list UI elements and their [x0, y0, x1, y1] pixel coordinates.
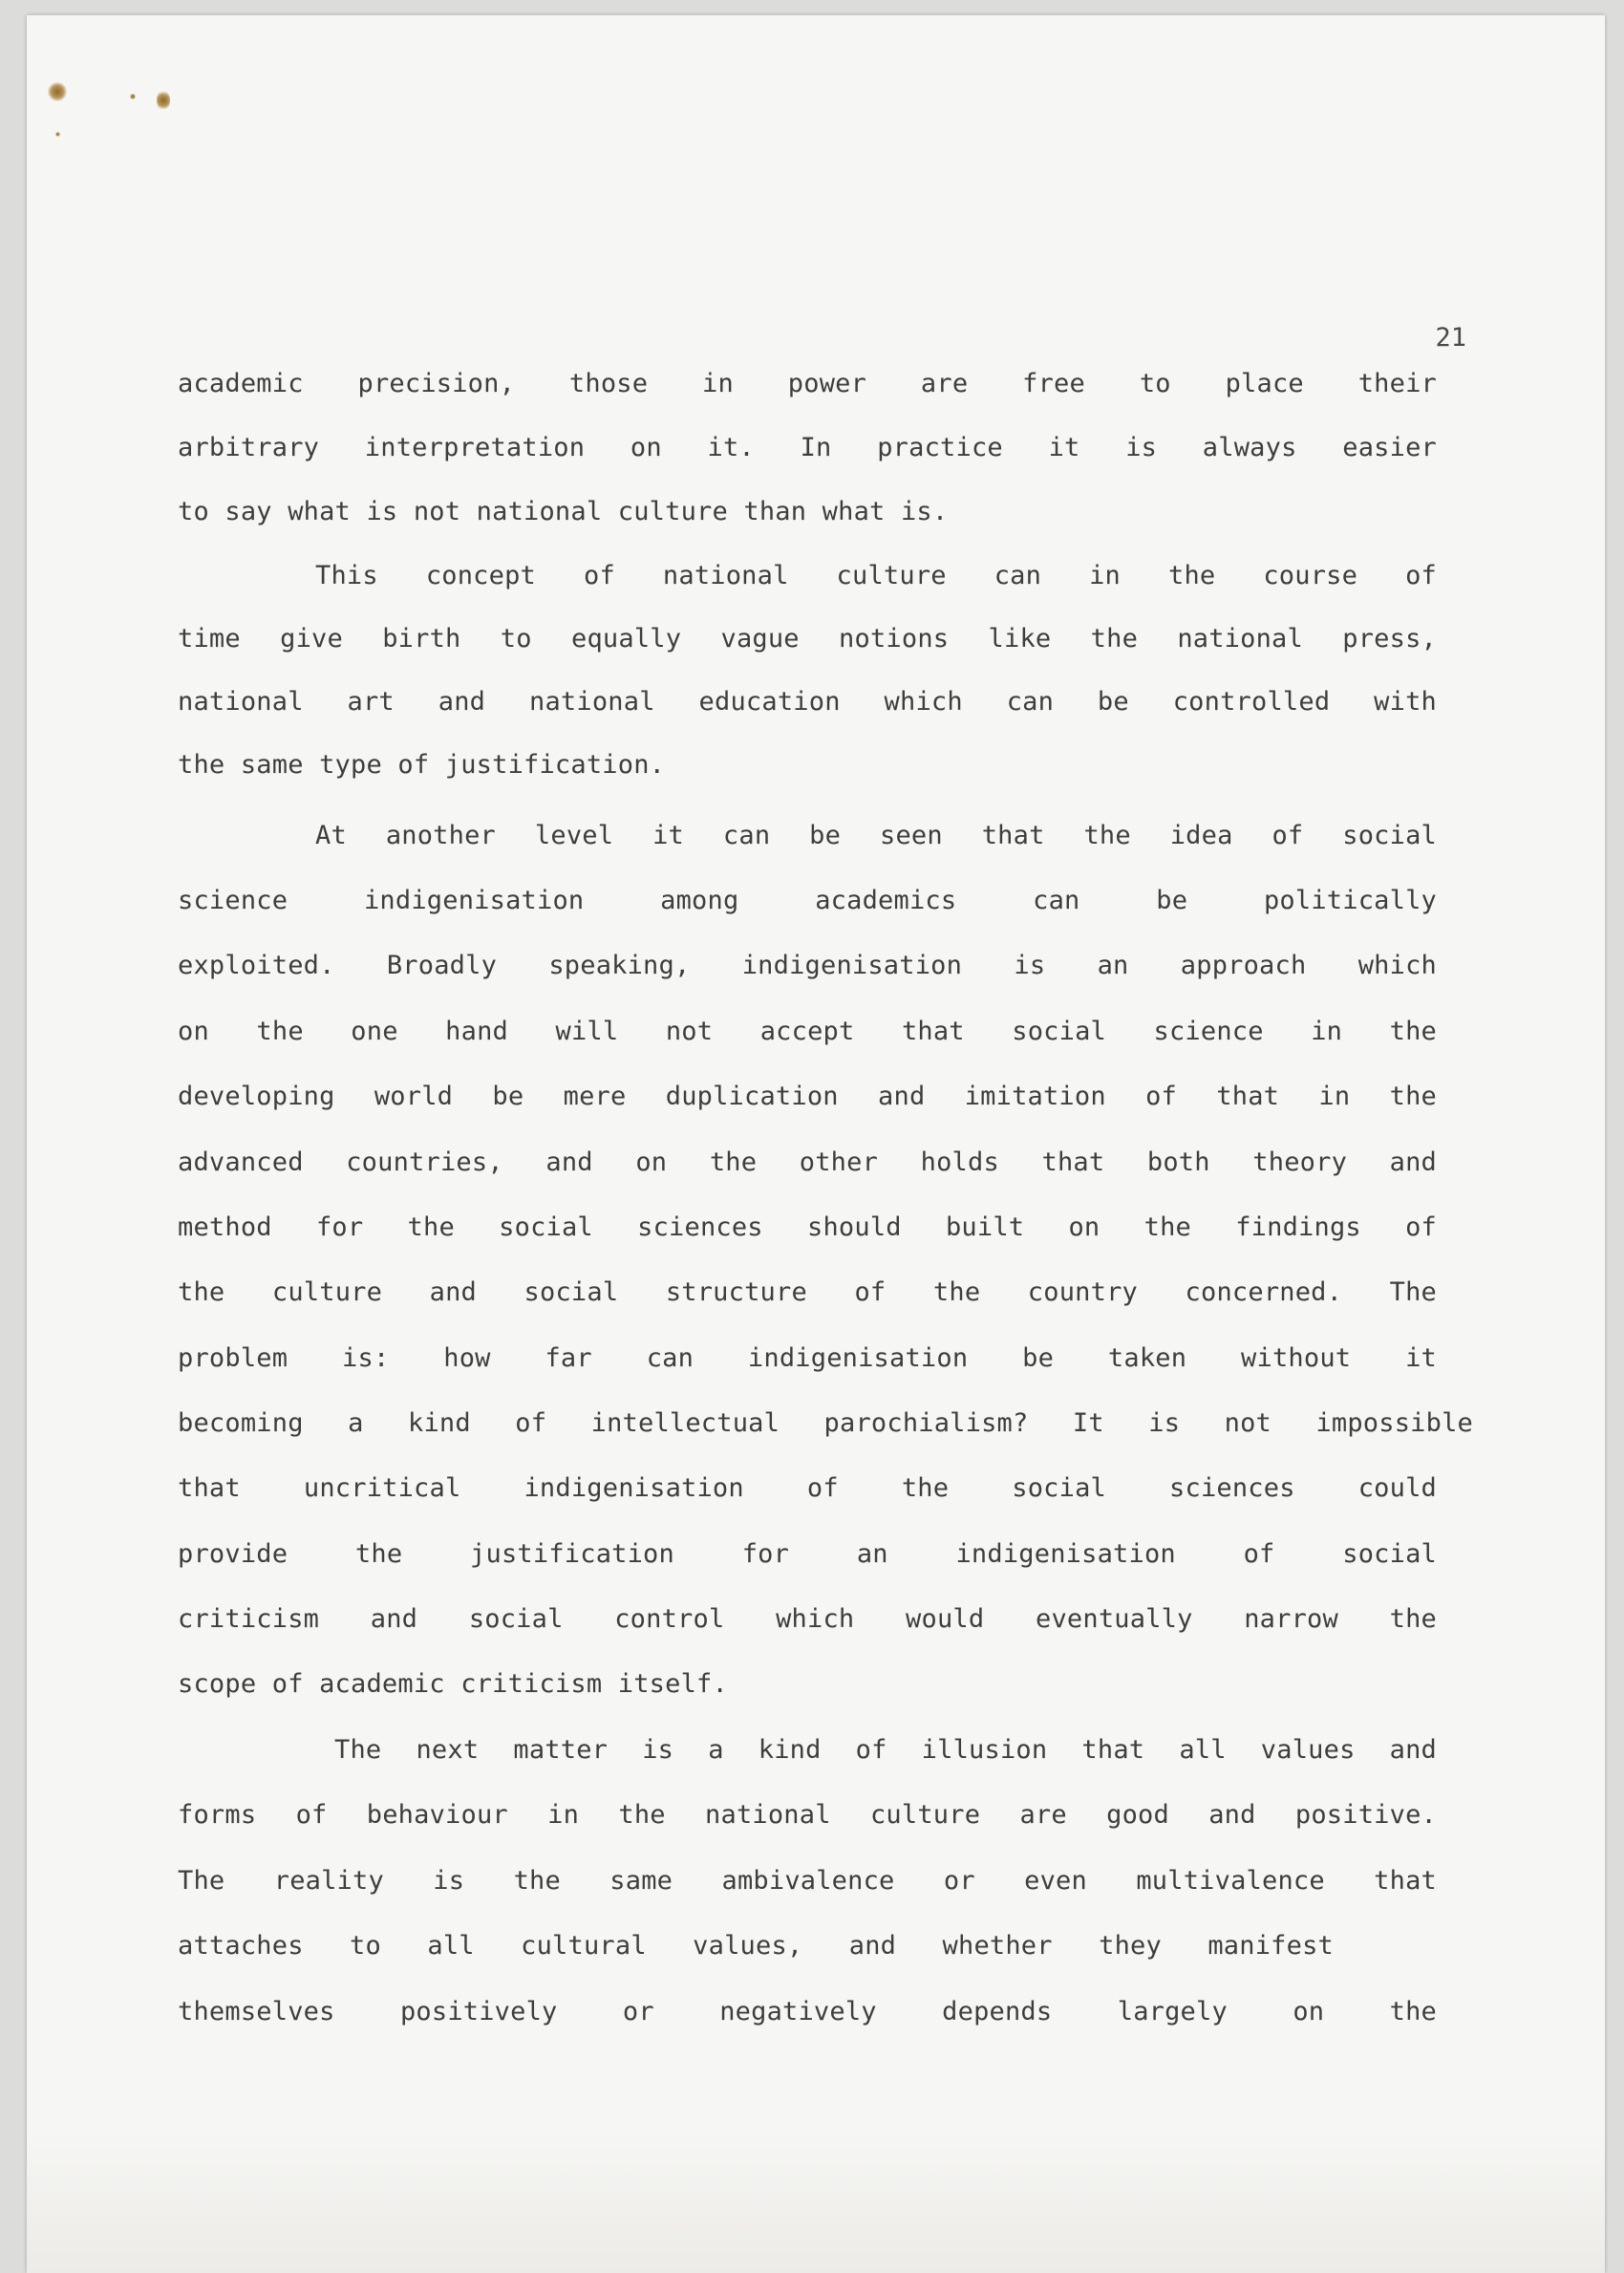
text-line: provide the justification for an indigenisation of social	[178, 1539, 1437, 1569]
text-line: the same type of justification.	[178, 750, 666, 780]
ink-stain	[157, 90, 170, 111]
text-line: academic precision, those in power are free to place their	[178, 369, 1437, 398]
document-page	[27, 15, 1605, 2273]
text-line: method for the social sciences should built on the findings of	[178, 1212, 1437, 1242]
text-line: advanced countries, and on the other holds that both theory and	[178, 1147, 1437, 1177]
text-line: themselves positively or negatively depends largely on the	[178, 1997, 1437, 2026]
text-line: national art and national education which can be controlled with	[178, 687, 1437, 717]
text-line: that uncritical indigenisation of the social sciences could	[178, 1473, 1437, 1503]
text-line: the culture and social structure of the country concerned. The	[178, 1277, 1437, 1307]
text-line: The reality is the same ambivalence or even multivalence that	[178, 1866, 1437, 1896]
text-line: forms of behaviour in the national culture are good and positive.	[178, 1800, 1437, 1830]
text-line: exploited. Broadly speaking, indigenisation is an approach which	[178, 951, 1437, 980]
text-line: becoming a kind of intellectual parochialism? It is not impossible	[178, 1408, 1473, 1438]
ink-stain	[48, 82, 67, 101]
text-line: time give birth to equally vague notions like the national press,	[178, 624, 1437, 654]
text-line: scope of academic criticism itself.	[178, 1669, 728, 1699]
text-line: attaches to all cultural values, and whether they manifest	[178, 1931, 1334, 1961]
text-line: arbitrary interpretation on it. In practice it is always easier	[178, 433, 1437, 462]
text-line: problem is: how far can indigenisation be taken without it	[178, 1343, 1437, 1373]
ink-stain	[130, 94, 136, 99]
ink-stain	[55, 132, 60, 137]
text-line: At another level it can be seen that the idea of social	[315, 821, 1437, 850]
text-line: This concept of national culture can in the course of	[315, 561, 1437, 590]
text-line: The next matter is a kind of illusion that all values and	[334, 1735, 1437, 1765]
page-number: 21	[1435, 323, 1466, 353]
text-line: on the one hand will not accept that social science in the	[178, 1017, 1437, 1046]
text-line: to say what is not national culture than what is.	[178, 497, 949, 526]
text-line: criticism and social control which would eventually narrow the	[178, 1604, 1437, 1634]
text-line: developing world be mere duplication and imitation of that in the	[178, 1082, 1437, 1111]
text-line: science indigenisation among academics can be politically	[178, 886, 1437, 915]
